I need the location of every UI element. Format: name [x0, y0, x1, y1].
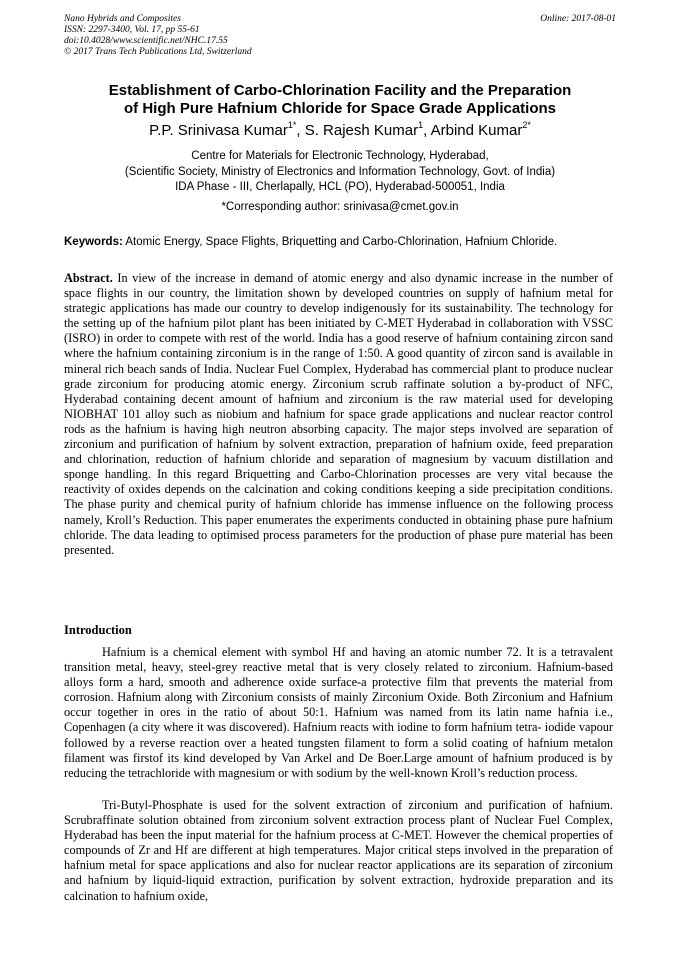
- keywords-text: Atomic Energy, Space Flights, Briquetting and Carbo-Chlorination, Hafnium Chloride.: [122, 236, 558, 248]
- author-3-name: Arbind Kumar: [430, 122, 523, 139]
- section-heading-introduction: Introduction: [64, 623, 132, 637]
- introduction-paragraph-2: Tri-Butyl-Phosphate is used for the solvent extraction of zirconium and purification of hafnium. Scrubraffinate solution obtained from zirconium solvent extraction process plant of Nuclear Fuel Complex, Hyderabad has been the input material for the hafnium process at C-MET. However the chemical properties of compounds of Zr and Hf are different at high temperatures. Major critical steps involved in the preparation of hafnium metal for space applications and also for nuclear reactor applications are its separation of zirconium and hafnium by liquid-liquid extraction, purification by solvent extraction, hydroxide preparation and its calcination to hafnium oxide,: [64, 798, 613, 903]
- abstract-label: Abstract.: [64, 271, 113, 285]
- abstract-text: In view of the increase in demand of atomic energy and also dynamic increase in the number of space flights in our country, the limitation shown by developed countries on supply of hafnium metal for strategic applications has made our country to develop indigenously for its sustainability. The technology for the setting up of the hafnium pilot plant has been initiated by C-MET Hyderabad in collaboration with VSSC (ISRO) in order to compete with rest of the world. India has a good reserve of hafnium containing zircon sand where the hafnium containing zirconium is in the range of 1:50. A good quantity of zircon sand is available in mineral rich beach sands of India. Nuclear Fuel Complex, Hyderabad has commercial plant to produce nuclear grade zirconium for producing atomic energy. Zirconium scrub raffinate solution a by-product of NFC, Hyderabad containing decent amount of hafnium and zirconium is the raw material used for developing NIOBHAT 101 alloy such as niobium and hafnium for space grade applications and nuclear reactor control rods as the hafnium is having high neutron absorbing capacity. The major steps involved are separation of zirconium and purification of hafnium by solvent extraction, preparation of hafnium oxide, feed preparation and chlorination, reduction of hafnium chloride and separation of magnesium by vacuum distillation and sponge handling. In this regard Briquetting and Carbo-Chlorination processes are very vital because the reactivity of oxides depends on the calcination and coking conditions keeping a side precipitation conditions. The phase purity and chemical purity of hafnium chloride has immense influence on the following process namely, Kroll’s Reduction. This paper enumerates the experiments conducted in obtaining phase pure hafnium chloride. The data leading to optimised process parameters for the production of phase pure material has been presented.: [64, 271, 613, 557]
- author-1-affiliation-mark: 1*: [287, 120, 297, 130]
- title-line-2: of High Pure Hafnium Chloride for Space Grade Applications: [124, 100, 556, 117]
- author-1-name: P.P. Srinivasa Kumar: [149, 122, 288, 139]
- journal-copyright: © 2017 Trans Tech Publications Ltd, Switzerland: [64, 47, 252, 57]
- author-2-name: S. Rajesh Kumar: [304, 122, 419, 139]
- keywords: [64, 235, 616, 250]
- journal-issn: ISSN: 2297-3400, Vol. 17, pp 55-61: [64, 25, 200, 35]
- author-2-affiliation-mark: 1: [418, 120, 424, 130]
- affiliation-line-3: IDA Phase - III, Cherlapally, HCL (PO), Hyderabad-500051, India: [175, 181, 505, 193]
- affiliation-line-1: Centre for Materials for Electronic Technology, Hyderabad,: [191, 150, 489, 162]
- title-line-1: Establishment of Carbo-Chlorination Facility and the Preparation: [108, 82, 572, 99]
- corresponding-author: *Corresponding author: srinivasa@cmet.gov.in: [221, 201, 459, 213]
- author-separator: ,: [423, 122, 431, 139]
- author-separator: ,: [296, 122, 305, 139]
- affiliation: [40, 149, 640, 196]
- journal-name: Nano Hybrids and Composites: [64, 14, 181, 24]
- introduction-paragraph-1: Hafnium is a chemical element with symbol Hf and having an atomic number 72. It is a tetravalent transition metal, heavy, steel-grey reactive metal that is very closely related to zirconium. Hafnium-based alloys form a hard, smooth and adherence oxide surface-a protective film that prevents the material from corrosion. Hafnium along with Zirconium consists of mainly Zirconium Oxide. Both Zirconium and Hafnium occur together in ores in the ratio of about 50:1. Hafnium was named from its latin name hafnia i.e., Copenhagen (a city where it was discovered). Hafnium reacts with iodine to form hafnium tetra- iodide vapour followed by a reverse reaction over a heated tungsten filament to form a solid coating of hafnium metalon filament was firstof its kind developed by Van Arkel and De Boer.Large amount of hafnium produced is by reducing the tetrachloride with magnesium or with sodium by the well-known Kroll’s reduction process.: [64, 645, 613, 780]
- keywords-label: Keywords:: [64, 236, 123, 248]
- journal-doi: doi:10.4028/www.scientific.net/NHC.17.55: [64, 36, 228, 46]
- paper-title: [40, 82, 640, 118]
- author-3-affiliation-mark: 2*: [522, 120, 531, 130]
- affiliation-line-2: (Scientific Society, Ministry of Electronics and Information Technology, Govt. of India): [124, 165, 556, 178]
- online-date: Online: 2017-08-01: [540, 14, 616, 24]
- abstract: [64, 271, 613, 558]
- journal-header: [64, 14, 616, 58]
- author-list: [40, 122, 640, 140]
